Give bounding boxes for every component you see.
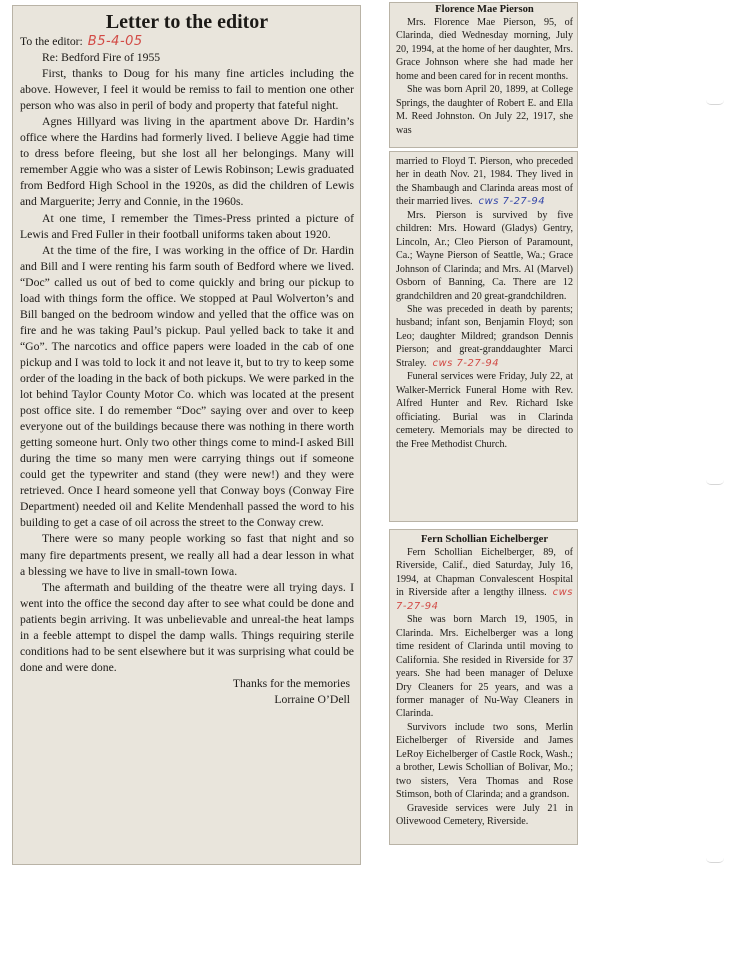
letter-closing: Thanks for the memories	[232, 676, 350, 690]
obituary-heading: Florence Mae Pierson	[435, 4, 534, 15]
obituary-paragraph: Mrs. Florence Mae Pierson, 95, of Clarinda, died Wednesday morning, July 20, 1994, at the home of her daughter, Mrs. Grace Johnson where she had made her home and been cared for in recent months.	[396, 17, 573, 82]
obituary-paragraph: married to Floyd T. Pierson, who preceded her in death Nov. 21, 1984. They lived in the Shambaugh and Clarinda areas most of their married lives. cws 7-27-94	[396, 156, 573, 208]
obituary-paragraph: Graveside services were July 21 in Olivewood Cemetery, Riverside.	[396, 802, 573, 828]
obituary-pierson-top	[389, 2, 578, 148]
letter-paragraph: The aftermath and building of the theatre were all trying days. I went into the office the second day after to see what could be done and patients begin arriving. It was unbelievable and unreal-the heat lamps in a feeble attempt to dispel the damp walls. Things requiring sterile conditions had to be sent elsewhere but it was surprising what could be done and were done.	[20, 580, 354, 674]
letter-paragraph: At the time of the fire, I was working in the office of Dr. Hardin and Bill and I were renting his farm south of Bedford where we lived. “Doc” called us out of bed to come quickly and bring our pickup to load with things form the office. We stopped at Paul Wolverton’s and Bill banged on the bedroom window and yelled that the office was on fire and he was taking Paul’s pickup. Paul yelled back to take it and “Go”. The narcotics and office papers were loaded in the cab of one pickup and I was told to lock it and not leave it, but to try to keep some order of the loading in the back of both pickups. We were parked in the lot behind Taylor County Motor Co. which was located at the present post office site. I do remember “Doc” saying over and over to keep everyone out of the buildings because there was nothing in there worth getting someone hurt. Only two other things come to mind-I asked Bill during the time so many men were carrying things out if someone could get the typewriter and stand (they were new!) and they were retrieved. Once I heard someone yell that Conway boys (Conway Fire Department) needed oil and Kelite Mendenhall passed the word to his building to get a case of oil across the street to the Conway crew.	[20, 243, 354, 530]
obituary-paragraph: She was preceded in death by parents; husband; infant son, Benjamin Floyd; son Leo; daughter Mildred; grandson Dennis Pierson; and great-granddaughter Marci Straley. cws 7-27-94	[396, 303, 573, 369]
obituary-paragraph: Survivors include two sons, Merlin Eichelberger of Riverside and James LeRoy Eichelberger of Castle Rock, Wash.; a brother, Lewis Schollian of Bolivar, Mo.; two sisters, Vera Thomas and Rose Stimson, both of Clarinda; and a grandson.	[396, 721, 573, 801]
handwritten-stamp: cws 7-27-94	[432, 357, 500, 369]
letter-paragraph: At one time, I remember the Times-Press printed a picture of Lewis and Fred Fuller in their football uniforms taken about 1920.	[20, 211, 354, 241]
letter-paragraph: There were so many people working so fast that night and so many fire departments present, we really all had a dear lesson in what a blessing we have to live in small-town Iowa.	[20, 532, 354, 578]
letter-subject: Re: Bedford Fire of 1955	[42, 51, 161, 65]
obituary-eichelberger	[389, 529, 578, 845]
letter-title: Letter to the editor	[105, 11, 269, 33]
punch-hole-mark	[706, 100, 724, 105]
punch-hole-mark	[706, 480, 724, 485]
handwritten-date: B5-4-05	[87, 34, 143, 49]
obituary-pierson-continued	[389, 151, 578, 522]
obituary-paragraph: She was born April 20, 1899, at College Springs, the daughter of Robert E. and Ella M. Reed Johnston. On July 22, 1917, she was	[396, 84, 573, 136]
punch-hole-mark	[706, 858, 724, 863]
letter-salutation: To the editor: B5-4-05	[20, 34, 143, 49]
letter-clipping	[12, 5, 361, 865]
obituary-paragraph: Mrs. Pierson is survived by five children: Mrs. Howard (Gladys) Gentry, Lincoln, Ar.; Cleo Pierson of Paramount, Ca.; Wayne Pierson of Seattle, Wa.; Grace Johnson of Clarinda; and Mrs. Al (Marvel) Osborn of Banning, Ca. There are 12 grandchildren and 20 great-grandchildren.	[396, 209, 573, 302]
letter-body	[20, 34, 354, 708]
obituary-paragraph: Funeral services were Friday, July 22, at Walker-Merrick Funeral Home with Rev. Alfred Hunter and Rev. Richard Iske officiating. Burial was in Clarinda cemetery. Memorials may be directed to the Free Methodist Church.	[396, 371, 573, 450]
letter-paragraph: First, thanks to Doug for his many fine articles including the above. However, I feel it would be remiss to fail to mention one other person who was also in peril of body and property that fateful night.	[20, 67, 354, 113]
letter-paragraph: Agnes Hillyard was living in the apartment above Dr. Hardin’s office where the Hardins had formerly lived. I believe Aggie had time to dress before fleeing, but she lost all her belongings. Many will remember Aggie who was a sister of Lewis Robinson; Lewis graduated from Bedford High School in the 1920s, as did the children of Lewis and Marguerite; Jerry and Connie, in the 1960s.	[20, 115, 354, 209]
obituary-paragraph: Fern Schollian Eichelberger, 89, of Riverside, Calif., died Saturday, July 16, 1994, at Chapman Convalescent Hospital in Riverside after a lengthy illness. cws 7-27-94	[396, 547, 573, 612]
obituary-paragraph: She was born March 19, 1905, in Clarinda. Mrs. Eichelberger was a long time resident of Clarinda until moving to California. She resided in Riverside for 37 years. She had been manager of Deluxe Dry Cleaners for 25 years, and was a former manager of Nu-Way Cleaners in Clarinda.	[396, 614, 573, 720]
handwritten-stamp: cws 7-27-94	[396, 587, 573, 612]
obituary-heading: Fern Schollian Eichelberger	[420, 534, 549, 545]
letter-signature: Lorraine O’Dell	[274, 692, 350, 706]
handwritten-stamp: cws 7-27-94	[478, 196, 546, 208]
